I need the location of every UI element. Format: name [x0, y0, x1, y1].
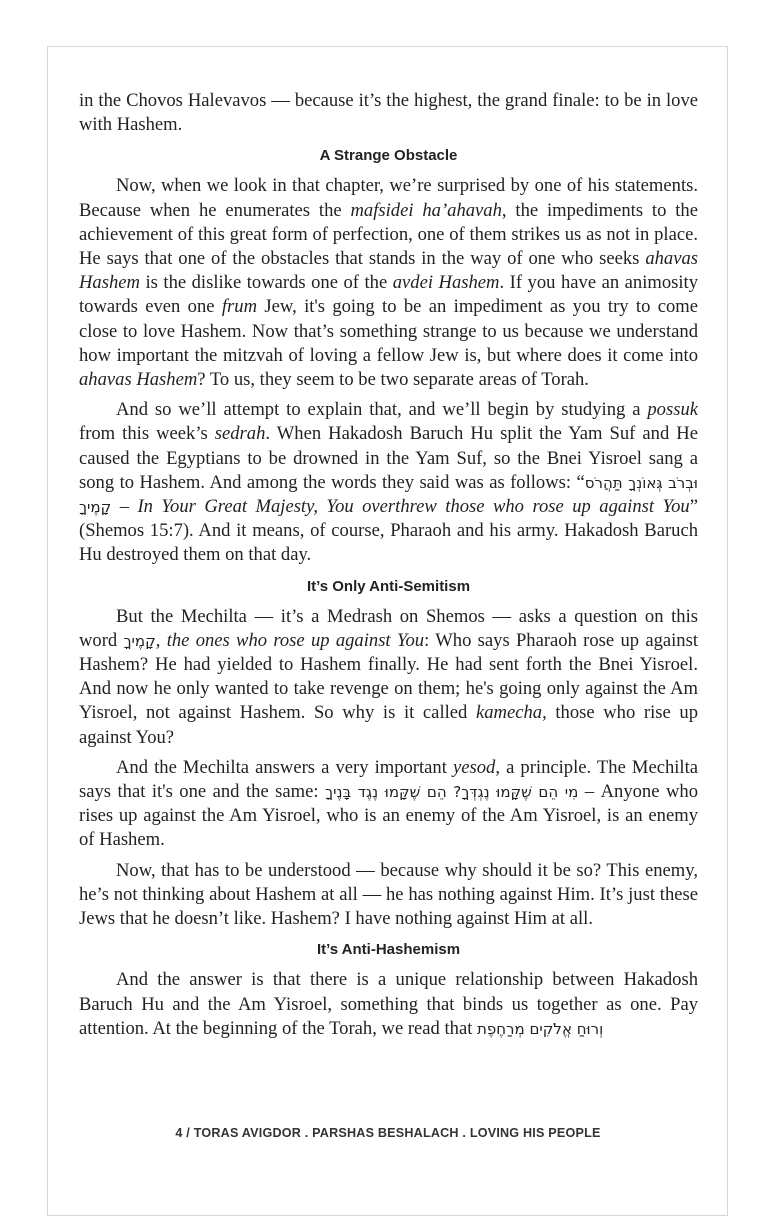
italic-term: possuk [647, 399, 698, 421]
text-run: Now, that has to be understood — because why should it be so? This enemy, he’s not thinking about Hashem at all — he has nothing against Him. It’s just these Jews that he doesn’t like. Hashem? I have nothing against Him at all. [79, 859, 698, 930]
italic-term: In Your Great Majesty, You overthrew those who rose up against You [137, 496, 690, 518]
section-heading: It’s Only Anti-Semitism [306, 577, 471, 595]
text-run: , a principle. The Mechilta says that it's one and the same: [79, 756, 699, 803]
paragraph [79, 968, 698, 1041]
text-run: . When Hakadosh Baruch Hu split the Yam Suf and He caused the Egyptians to be drowned in the Yam Suf, so the Bnei Yisroel sang a song to Hashem. And among the words they said was as follows: “ [79, 423, 698, 493]
hebrew-quote: מִי הֵם שֶׁקָּמוּ נֶגְדְּךָ? הֵם שֶׁקָּמוּ נֶגֶד בָּנֶיךָ [325, 783, 579, 802]
italic-term: mafsidei ha’ahavah [350, 199, 502, 221]
italic-term: sedrah [214, 423, 266, 445]
text-run: , those who rise up against You? [79, 702, 699, 748]
italic-term: kamecha [475, 702, 543, 724]
hebrew-quote: וּבְרֹב גְּאוֹנְךָ תַּהֲרֹס קָמֶיךָ [79, 473, 698, 517]
text-run: is the dislike towards one of the [139, 272, 393, 294]
section-heading: It’s Anti-Hashemism [316, 941, 461, 959]
paragraph [79, 756, 698, 853]
paragraph [79, 398, 698, 567]
italic-term: frum [221, 296, 258, 318]
hebrew-quote: וְרוּחַ אֱלֹקִים מְרַחֶפֶת [477, 1019, 604, 1038]
paragraph [79, 174, 698, 392]
text-run: – Anyone who rises up against the Am Yisroel, who is an enemy of the Am Yisroel, is an enemy of Hashem. [79, 781, 698, 851]
text-run: . If you have an animosity towards even one [79, 272, 699, 318]
paragraph [79, 605, 698, 750]
italic-term: yesod [452, 756, 496, 778]
page-body [79, 89, 698, 1047]
text-run: : Who says Pharaoh rose up against Hashem? He had yielded to Hashem finally. He had sent forth the Bnei Yisroel. And now he only wanted to take revenge on them; he's going only against the Am Yisroel, not against Hashem. So why is it called [79, 629, 698, 724]
text-run: And the Mechilta answers a very important [116, 756, 453, 778]
paragraph [79, 89, 698, 137]
italic-term: avdei Hashem [392, 272, 500, 294]
section-heading: A Strange Obstacle [319, 147, 458, 165]
text-run: – [111, 496, 138, 518]
italic-term: ahavas Hashem [79, 369, 198, 391]
hebrew-quote: קָמֶיךָ [123, 631, 156, 650]
text-run: , the impediments to the achievement of this great form of perfection, one of them strikes us as not in place. He says that one of the obstacles that stands in the way of one who seeks [79, 199, 698, 270]
text-run: ? To us, they seem to be two separate areas of Torah. [197, 369, 589, 391]
text-run: And so we’ll attempt to explain that, and we’ll begin by studying a [116, 399, 648, 421]
text-run: Jew, it's going to be an impediment as you try to come close to love Hashem. Now that’s something strange to us because we understand how important the mitzvah of loving a fellow Jew is, but where does it come into [79, 296, 698, 366]
text-run: , [155, 629, 167, 651]
page-footer: 4 / TORAS AVIGDOR . PARSHAS BESHALACH . LOVING HIS PEOPLE [175, 1126, 601, 1140]
text-run: in the Chovos Halevavos — because it’s the highest, the grand finale: to be in love with Hashem. [79, 90, 698, 136]
text-run: But the Mechilta — it’s a Medrash on Shemos — asks a question on this word [79, 605, 698, 651]
italic-term: the ones who rose up against You [166, 629, 425, 651]
text-run: And the answer is that there is a unique relationship between Hakadosh Baruch Hu and the Am Yisroel, something that binds us together as one. Pay attention. At the beginning of the Torah, we read that [79, 969, 698, 1039]
text-run: Now, when we look in that chapter, we’re surprised by one of his statements. Because when he enumerates the [79, 175, 698, 221]
text-run: from this week’s [79, 423, 215, 445]
paragraph [79, 859, 698, 932]
text-run: ” (Shemos 15:7). And it means, of course, Pharaoh and his army. Hakadosh Baruch Hu destroyed them on that day. [79, 496, 698, 566]
italic-term: ahavas Hashem [79, 248, 698, 294]
